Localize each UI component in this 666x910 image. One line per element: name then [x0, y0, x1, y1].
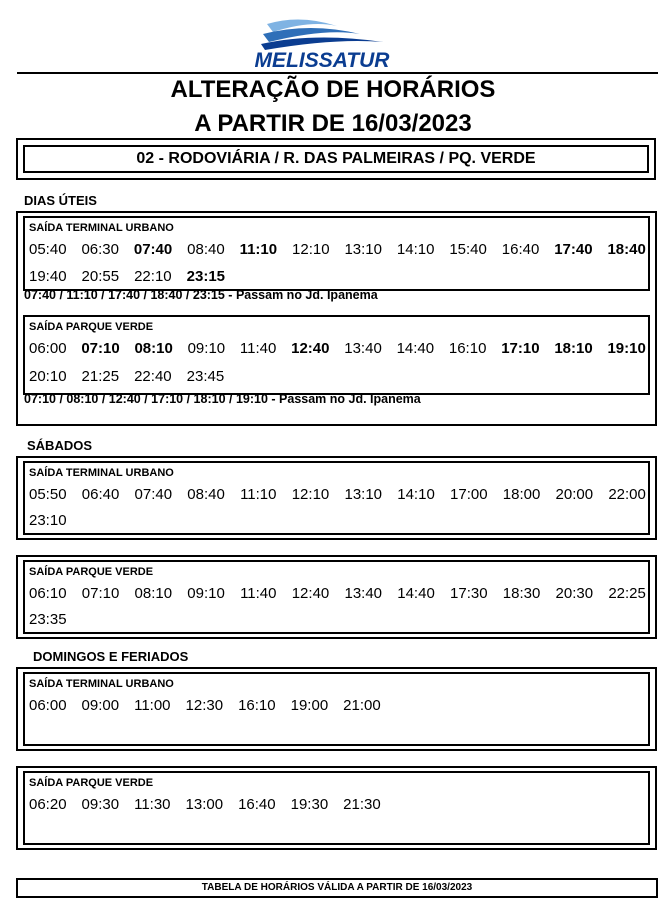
departure-time: 11:30 — [134, 796, 171, 813]
departure-time: 17:00 — [450, 486, 488, 503]
weekdays-terminal-row-1 — [29, 240, 646, 260]
departure-time: 19:40 — [29, 268, 67, 285]
saturdays-parque-row-2 — [29, 610, 646, 630]
weekdays-parque-label: SAÍDA PARQUE VERDE — [29, 321, 154, 333]
departure-time: 19:10 — [607, 340, 646, 357]
departure-time: 20:10 — [29, 368, 67, 385]
departure-time: 21:30 — [343, 796, 381, 813]
departure-time: 14:10 — [396, 241, 435, 258]
departure-time: 08:40 — [187, 486, 225, 503]
departure-time: 22:10 — [134, 268, 172, 285]
departure-time: 05:40 — [29, 241, 67, 258]
saturdays-parque-row-1 — [29, 584, 646, 604]
departure-time: 09:30 — [81, 796, 120, 813]
departure-time: 05:50 — [29, 486, 67, 503]
header-rule — [17, 72, 658, 74]
departure-time: 07:10 — [81, 340, 120, 357]
departure-time: 16:40 — [501, 241, 540, 258]
saturdays-parque-box — [23, 560, 650, 634]
departure-time: 06:30 — [81, 241, 119, 258]
departure-time: 11:40 — [239, 340, 277, 357]
sundays-terminal-box — [23, 672, 650, 746]
departure-time: 18:10 — [554, 340, 593, 357]
weekdays-terminal-row-2 — [29, 267, 646, 287]
title-line-2: A PARTIR DE 16/03/2023 — [194, 110, 472, 137]
melissatur-logo — [255, 16, 390, 71]
departure-time: 23:15 — [186, 268, 226, 285]
departure-time: 15:40 — [449, 241, 487, 258]
saturdays-terminal-row-2 — [29, 511, 646, 531]
logo-text: MELISSATUR — [255, 49, 390, 71]
title-line-1: ALTERAÇÃO DE HORÁRIOS — [170, 76, 496, 103]
section-title-weekdays: DIAS ÚTEIS — [24, 193, 97, 208]
departure-time: 22:00 — [608, 486, 646, 503]
departure-time: 22:25 — [608, 585, 646, 602]
sundays-terminal-outer — [16, 667, 657, 751]
sundays-parque-row-1 — [29, 795, 646, 815]
departure-time: 20:00 — [555, 486, 594, 503]
weekdays-parque-row-2 — [29, 367, 646, 387]
departure-time: 18:00 — [502, 486, 541, 503]
departure-time: 06:40 — [81, 486, 120, 503]
sundays-parque-label: SAÍDA PARQUE VERDE — [29, 777, 154, 789]
sundays-parque-outer — [16, 766, 657, 850]
saturdays-terminal-box — [23, 461, 650, 535]
departure-time: 23:45 — [186, 368, 225, 385]
departure-time: 06:00 — [29, 340, 67, 357]
departure-time: 06:20 — [29, 796, 67, 813]
weekdays-terminal-box — [23, 216, 650, 291]
route-name: 02 - RODOVIÁRIA / R. DAS PALMEIRAS / PQ. VERDE — [23, 145, 649, 173]
departure-time: 08:10 — [134, 585, 173, 602]
departure-time: 18:30 — [502, 585, 541, 602]
departure-time: 21:25 — [81, 368, 120, 385]
departure-time: 09:10 — [187, 340, 226, 357]
saturdays-terminal-outer — [16, 456, 657, 540]
route-box — [16, 138, 656, 180]
weekdays-terminal-label: SAÍDA TERMINAL URBANO — [29, 222, 174, 234]
departure-time: 09:10 — [187, 585, 225, 602]
departure-time: 16:40 — [238, 796, 276, 813]
departure-time: 19:00 — [290, 697, 329, 714]
departure-time: 13:10 — [344, 486, 383, 503]
departure-time: 11:10 — [240, 486, 277, 503]
departure-time: 07:40 — [133, 241, 173, 258]
departure-time: 18:40 — [607, 241, 646, 258]
departure-time: 06:00 — [29, 697, 67, 714]
weekdays-parque-note: 07:10 / 08:10 / 12:40 / 17:10 / 18:10 / 19:10 - Passam no Jd. Ipanema — [24, 392, 421, 406]
departure-time: 08:40 — [187, 241, 225, 258]
departure-time: 12:10 — [291, 486, 330, 503]
departure-time: 14:10 — [397, 486, 435, 503]
section-title-sundays: DOMINGOS E FERIADOS — [33, 649, 189, 664]
saturdays-parque-label: SAÍDA PARQUE VERDE — [29, 566, 154, 578]
departure-time: 08:10 — [134, 340, 173, 357]
departure-time: 16:10 — [448, 340, 487, 357]
departure-time: 23:35 — [29, 611, 67, 628]
departure-time: 22:40 — [134, 368, 172, 385]
departure-time: 23:10 — [29, 512, 67, 529]
departure-time: 14:40 — [396, 340, 435, 357]
departure-time: 07:40 — [134, 486, 173, 503]
sundays-terminal-label: SAÍDA TERMINAL URBANO — [29, 678, 174, 690]
departure-time: 16:10 — [238, 697, 276, 714]
departure-time: 06:10 — [29, 585, 67, 602]
weekdays-parque-box — [23, 315, 650, 395]
departure-time: 11:40 — [240, 585, 277, 602]
departure-time: 14:40 — [397, 585, 435, 602]
section-title-saturdays: SÁBADOS — [27, 438, 93, 453]
departure-time: 09:00 — [81, 697, 120, 714]
departure-time: 21:00 — [343, 697, 381, 714]
saturdays-parque-outer — [16, 555, 657, 639]
departure-time: 20:30 — [555, 585, 594, 602]
departure-time: 12:10 — [292, 241, 330, 258]
departure-time: 12:40 — [291, 585, 330, 602]
departure-time: 19:30 — [290, 796, 329, 813]
sundays-terminal-row-1 — [29, 696, 646, 716]
departure-time: 12:30 — [185, 697, 224, 714]
departure-time: 13:40 — [344, 340, 382, 357]
departure-time: 13:00 — [185, 796, 224, 813]
departure-time: 13:10 — [344, 241, 382, 258]
departure-time: 17:30 — [450, 585, 488, 602]
saturdays-terminal-label: SAÍDA TERMINAL URBANO — [29, 467, 174, 479]
weekdays-terminal-note: 07:40 / 11:10 / 17:40 / 18:40 / 23:15 - Passam no Jd. Ipanema — [24, 288, 378, 302]
weekdays-box — [16, 211, 657, 426]
departure-time: 12:40 — [291, 340, 330, 357]
departure-time: 17:40 — [554, 241, 593, 258]
departure-time: 11:00 — [134, 697, 171, 714]
departure-time: 20:55 — [81, 268, 120, 285]
saturdays-terminal-row-1 — [29, 485, 646, 505]
departure-time: 17:10 — [501, 340, 540, 357]
departure-time: 13:40 — [344, 585, 383, 602]
departure-time: 07:10 — [81, 585, 120, 602]
weekdays-parque-row-1 — [29, 339, 646, 359]
footer-validity: TABELA DE HORÁRIOS VÁLIDA A PARTIR DE 16/03/2023 — [16, 878, 658, 898]
departure-time: 11:10 — [239, 241, 278, 258]
sundays-parque-box — [23, 771, 650, 845]
